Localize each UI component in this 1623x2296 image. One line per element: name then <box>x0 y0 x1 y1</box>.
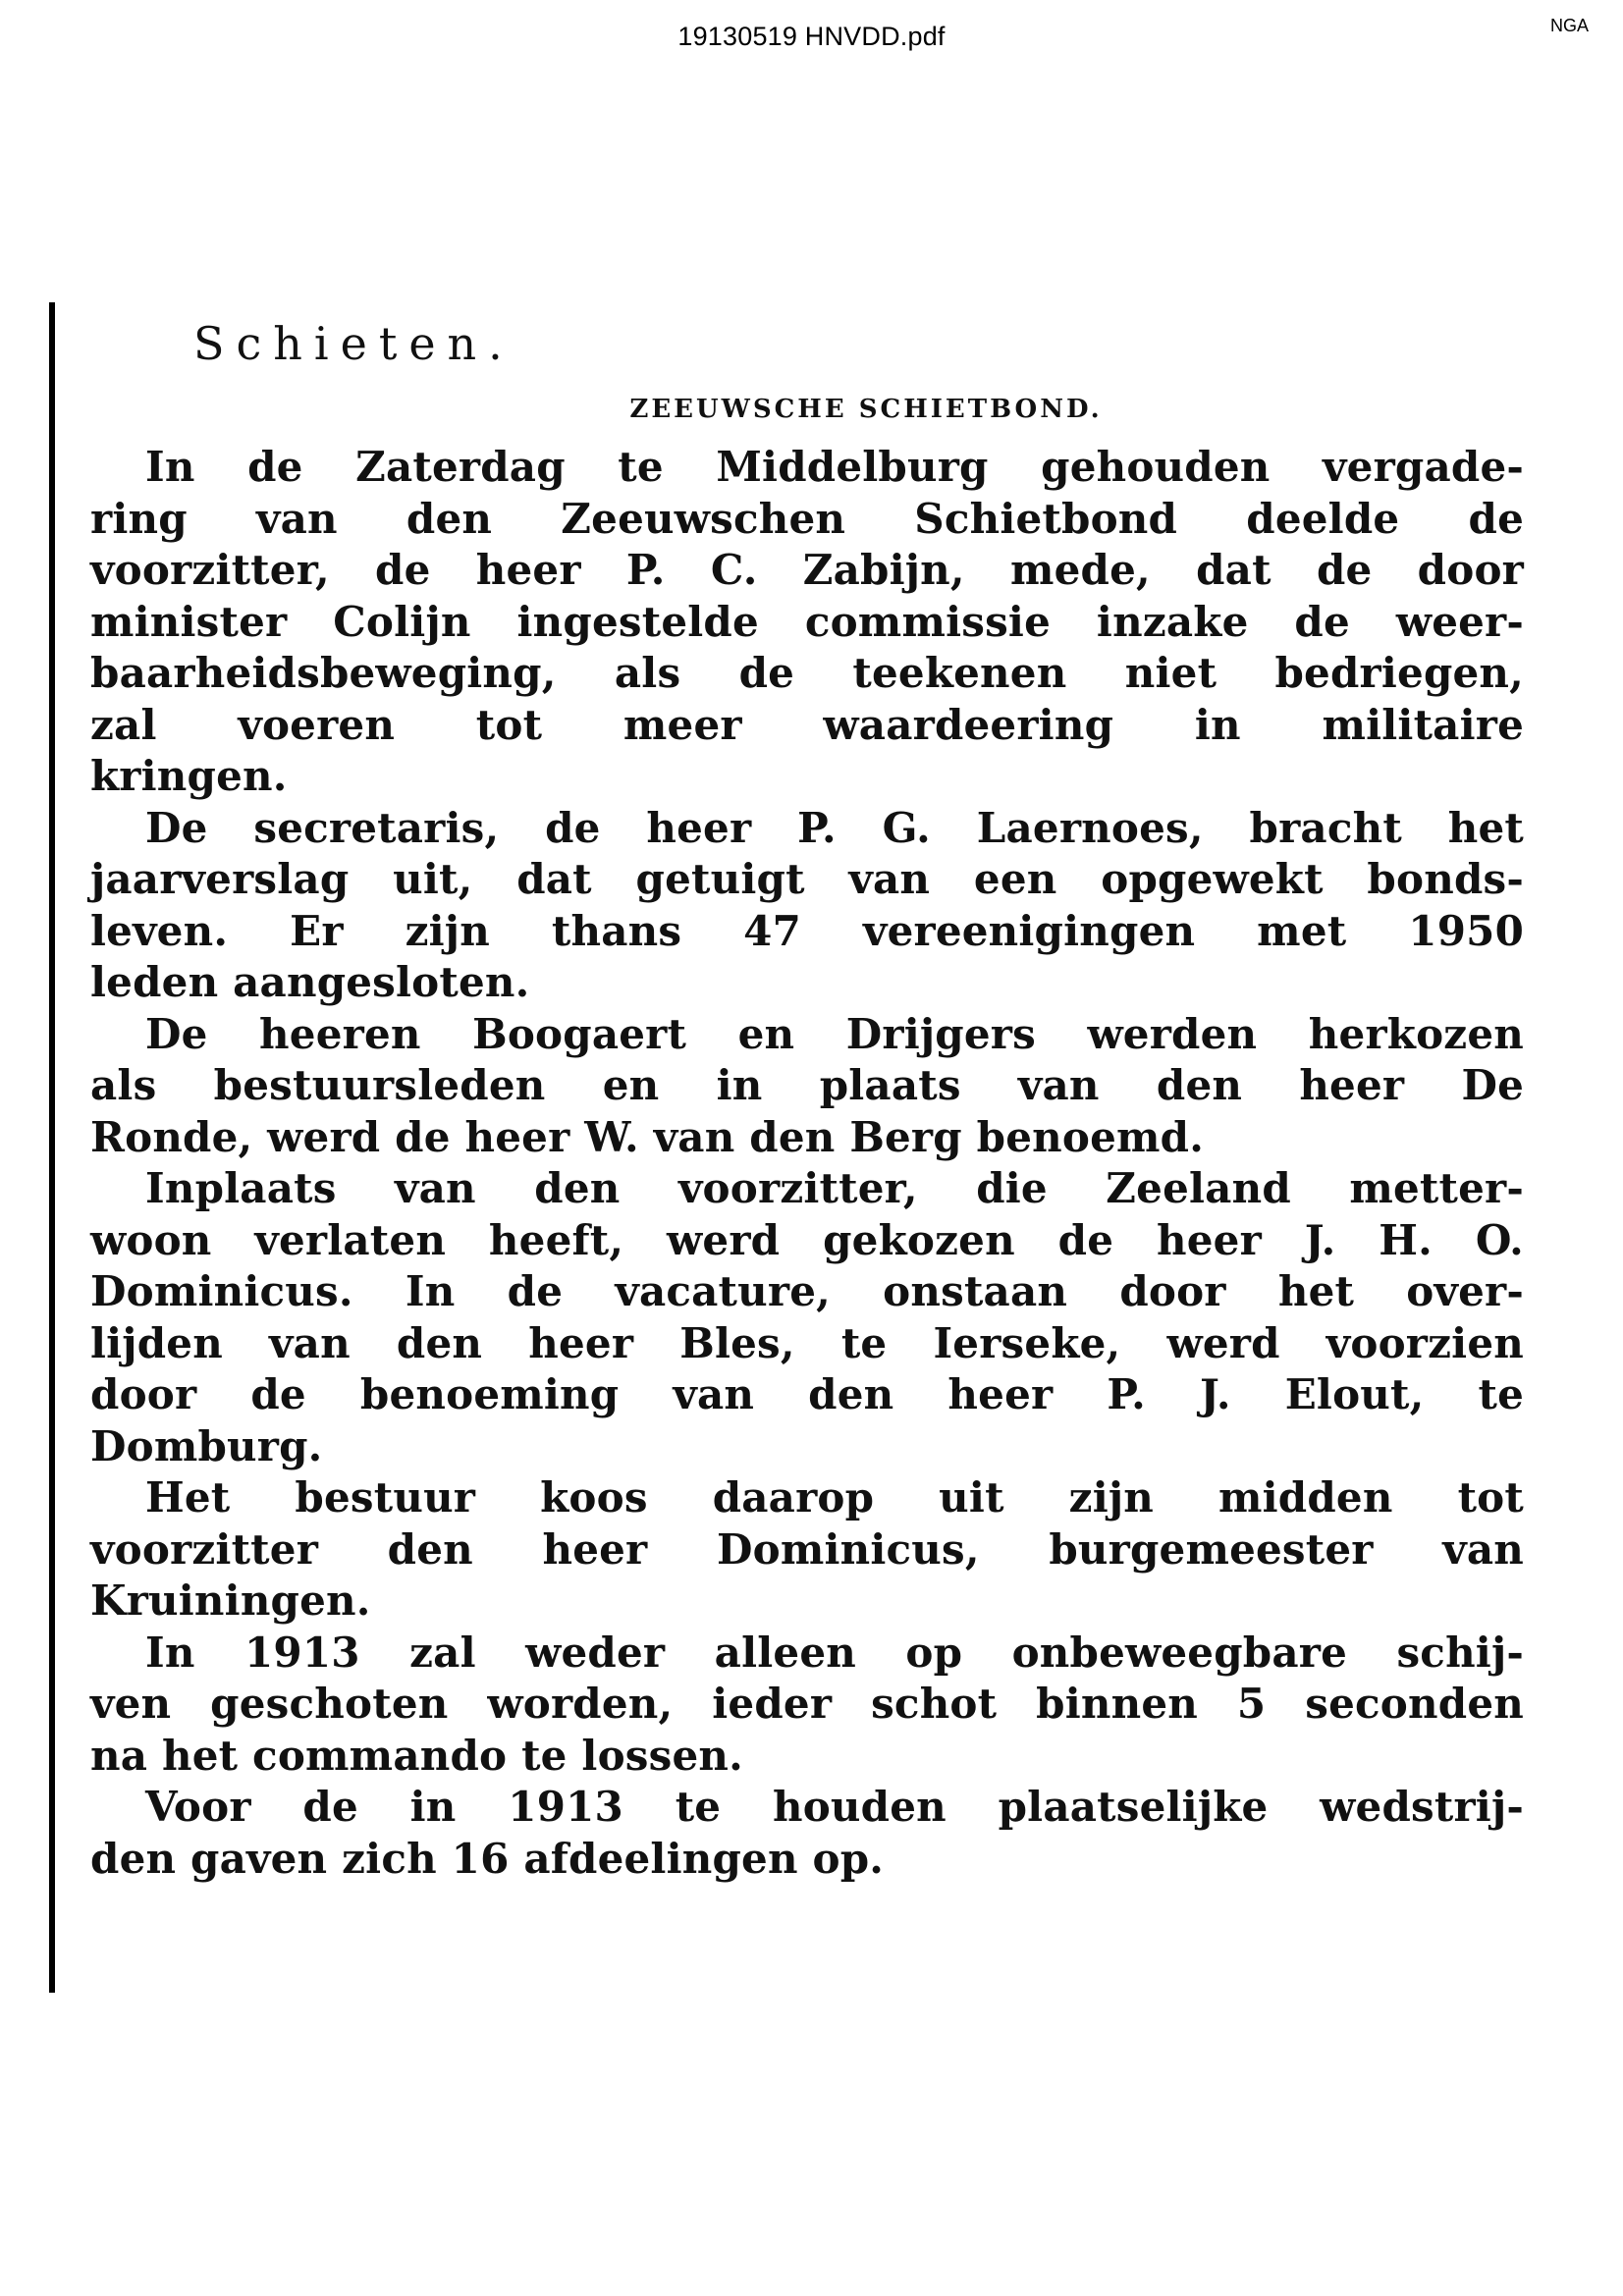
text-line: Inplaats van den voorzitter, die Zeeland metter- <box>145 1164 1524 1212</box>
paragraph-targets <box>90 1628 1524 1783</box>
text-line: In 1913 zal weder alleen op onbeweegbare schij- <box>145 1628 1524 1677</box>
text-line: voorzitter, de heer P. C. Zabijn, mede, dat de door <box>90 546 1524 594</box>
text-line: Ronde, werd de heer W. van den Berg benoemd. <box>90 1112 1205 1161</box>
text-line: woon verlaten heeft, werd gekozen de heer J. H. O. <box>90 1215 1524 1264</box>
text-line: kringen. <box>90 752 288 800</box>
text-line: Kruiningen. <box>90 1576 371 1625</box>
article-subheading: ZEEUWSCHE SCHIETBOND. <box>629 395 1103 424</box>
text-line: ven geschoten worden, ieder schot binnen 5 seconden <box>90 1680 1524 1728</box>
text-line: jaarverslag uit, dat getuigt van een opgewekt bonds- <box>90 855 1524 903</box>
text-line: Domburg. <box>90 1421 323 1470</box>
text-line: door de benoeming van den heer P. J. Elout, te <box>90 1370 1524 1418</box>
paragraph-reelection <box>90 1009 1524 1164</box>
text-line: baarheidsbeweging, als de teekenen niet bedriegen, <box>90 649 1524 697</box>
paragraph-board <box>90 1472 1524 1628</box>
text-line: De secretaris, de heer P. G. Laernoes, bracht het <box>145 803 1524 852</box>
text-line: na het commando te lossen. <box>90 1731 743 1780</box>
text-line: den gaven zich 16 afdeelingen op. <box>90 1834 885 1883</box>
text-line: voorzitter den heer Dominicus, burgemeester van <box>90 1524 1524 1574</box>
pdf-filename: 19130519 HNVDD.pdf <box>677 22 946 51</box>
article <box>90 302 1524 1885</box>
paragraph-competitions <box>90 1782 1524 1885</box>
text-line: Dominicus. In de vacature, onstaan door het over- <box>90 1267 1524 1315</box>
text-line: De heeren Boogaert en Drijgers werden herkozen <box>145 1009 1524 1058</box>
text-line: lijden van den heer Bles, te Ierseke, werd voorzien <box>90 1318 1524 1367</box>
column-rule <box>49 302 55 1993</box>
newspaper-clipping <box>49 302 1581 1993</box>
paragraph-meeting <box>90 442 1524 803</box>
text-line: Voor de in 1913 te houden plaatselijke wedstrij- <box>145 1783 1524 1831</box>
text-line: ring van den Zeeuwschen Schietbond deelde de <box>90 494 1524 543</box>
text-line: In de Zaterdag te Middelburg gehouden vergade- <box>145 443 1524 491</box>
text-line: leven. Er zijn thans 47 vereenigingen met 1950 <box>90 906 1524 955</box>
section-heading: Schieten. <box>193 317 514 370</box>
text-line: minister Colijn ingestelde commissie inzake de weer- <box>90 597 1524 646</box>
paragraph-new-chair <box>90 1163 1524 1472</box>
text-line: zal voeren tot meer waardeering in militaire <box>90 700 1524 749</box>
paragraph-secretary <box>90 803 1524 1009</box>
text-line: leden aangesloten. <box>90 958 530 1006</box>
text-line: als bestuursleden en in plaats van den heer De <box>90 1061 1524 1109</box>
text-line: Het bestuur koos daarop uit zijn midden tot <box>145 1473 1524 1522</box>
archive-tag: NGA <box>1549 16 1589 35</box>
